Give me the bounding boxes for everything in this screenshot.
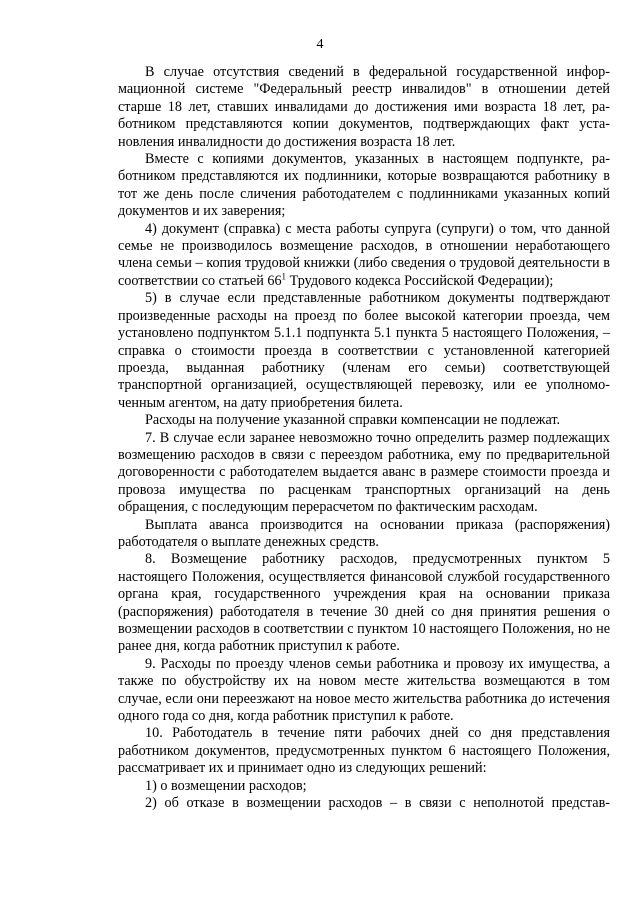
- paragraph-certificate-costs: Расходы на получение указанной справки компенсации не подлежат.: [145, 412, 561, 429]
- article-superscript: 1: [281, 271, 287, 282]
- paragraph-decision-1: 1) о возмещении расходов;: [145, 777, 307, 794]
- paragraph-point-10: 10. Работодатель в течение пяти рабочих дней со дня представления работником документов, предусмотренных пунктом 6 настоящего Положения, рассматривает их и принимает одно из следующих решений:: [118, 725, 610, 777]
- paragraph-item-4: [118, 221, 610, 291]
- page-number: 4: [316, 37, 324, 52]
- item-4-text-end: Трудового кодекса Российской Федерации);: [286, 272, 554, 289]
- paragraph-originals: Вместе с копиями документов, указанных в настоящем подпункте, работником представляются их подлинники, которые возвращаются работнику в тот же день после сличения работодателем с подлинниками указанных копий документов и их заверения;: [118, 151, 610, 220]
- paragraph-point-7: 7. В случае если заранее невозможно точно определить размер подлежащих возмещению расходов в связи с переездом работника, ему по предварительной договоренности с работодателем выдается аванс в размере стоимости проезда и провоза имущества по расценкам транспортных организаций на день обращения, с последующим перерасчетом по фактическим расходам.: [118, 429, 610, 516]
- document-body: [118, 64, 610, 812]
- paragraph-point-9: 9. Расходы по проезду членов семьи работника и провозу их имущества, а также по обустройству их на новом месте жительства возмещаются в том случае, если они переезжают на новое место жительства работника до истечения одного года со дня, когда работник приступил к работе.: [118, 655, 610, 725]
- paragraph-decision-2: 2) об отказе в возмещении расходов – в связи с неполнотой представ-: [145, 795, 610, 812]
- paragraph-disability-info: В случае отсутствия сведений в федеральной государственной информационной системе "Федеральный реестр инвалидов" в отношении детей старше 18 лет, ставших инвалидами до достижения ими возраста 18 лет, работником представляются копии документов, подтверждающих факт установления инвалидности до достижения возраста 18 лет.: [118, 64, 610, 150]
- paragraph-item-5: 5) в случае если представленные работником документы подтверждают произведенные расходы на проезд по более высокой категории проезда, чем установлено подпунктом 5.1.1 подпункта 5.1 пункта 5 настоящего Положения, – справка о стоимости проезда в соответствии с установленной категорией проезда, выданная работнику (членам его семьи) соответствующей транспортной организацией, осуществляющей перевозку, или ее уполномоченным агентом, на дату приобретения билета.: [118, 290, 610, 411]
- paragraph-advance-payment: Выплата аванса производится на основании приказа (распоряжения) работодателя о выплате денежных средств.: [118, 516, 610, 550]
- item-4-text: 4) документ (справка) с места работы супруга (супруги) о том, что данной семье не производилось возмещение расходов, в отношении неработающего члена семьи – копия трудовой книжки (либо сведения о трудовой деятельности в соответствии со статьей 66: [118, 220, 610, 289]
- paragraph-point-8: 8. Возмещение работнику расходов, предусмотренных пунктом 5 настоящего Положения, осуществляется финансовой службой государственного органа края, государственного учреждения края на основании приказа (распоряжения) работодателя в течение 30 дней со дня принятия решения о возмещении расходов в соответствии с пунктом 10 настоящего Положения, но не ранее дня, когда работник приступил к работе.: [118, 551, 610, 655]
